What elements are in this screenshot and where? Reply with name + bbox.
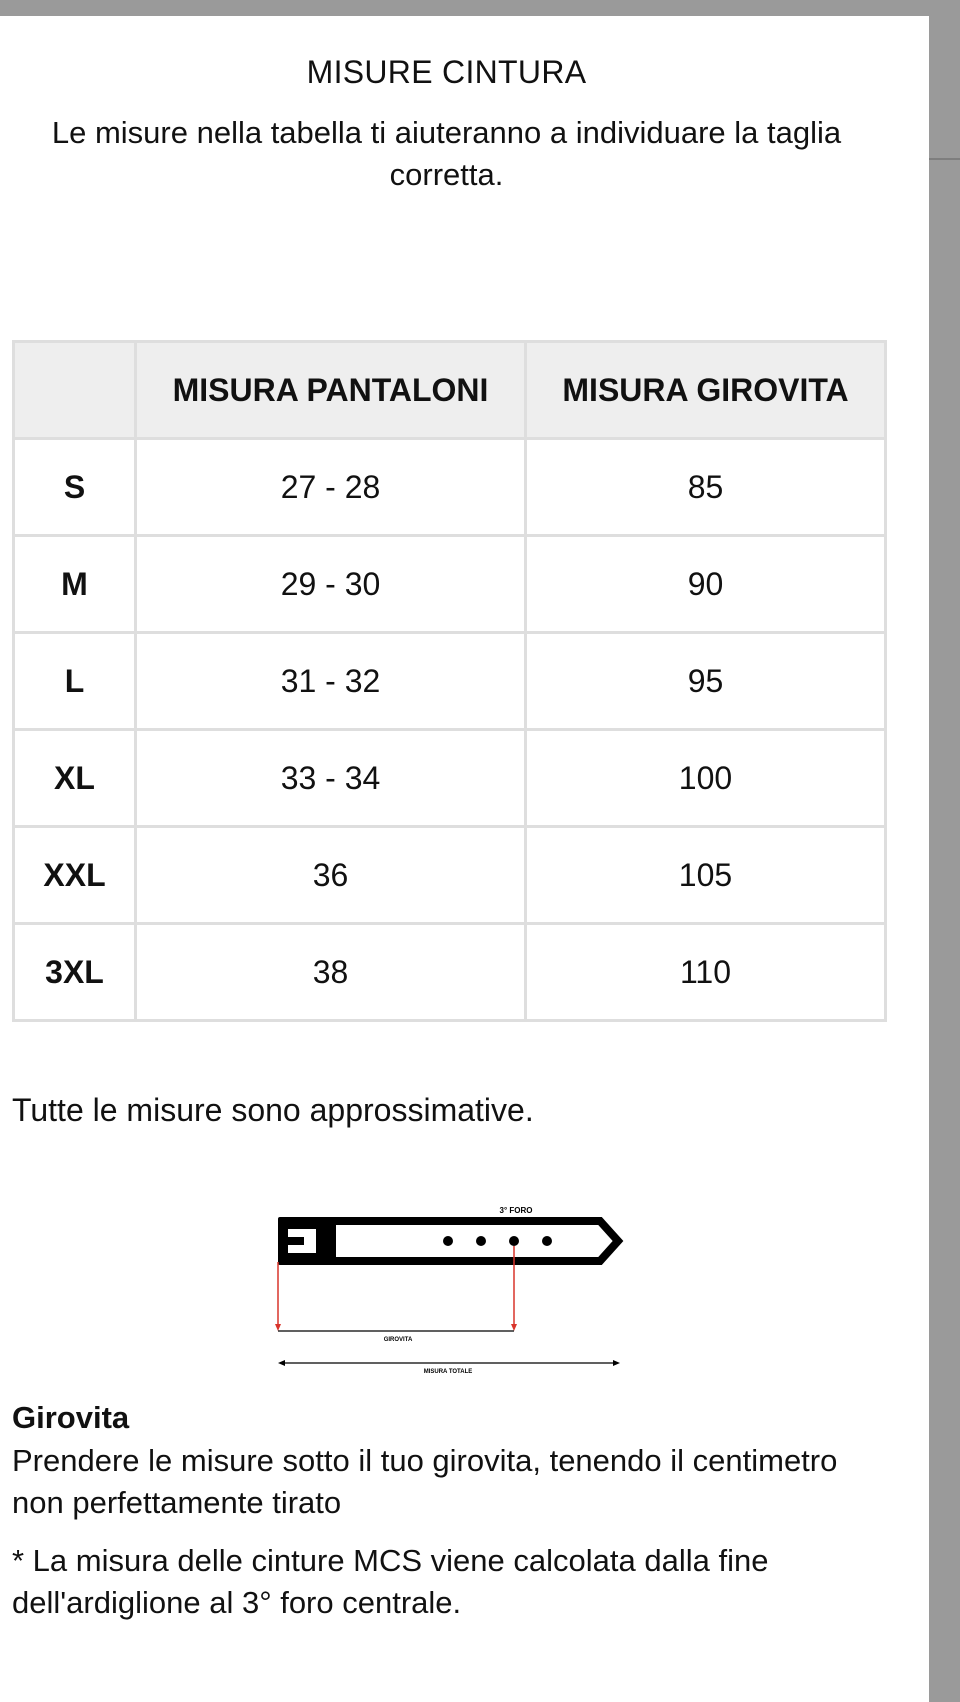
belt-hole	[542, 1236, 552, 1246]
girovita-value: 90	[526, 536, 886, 633]
size-label: XXL	[14, 827, 136, 924]
table-row	[14, 439, 886, 536]
buckle-prong	[288, 1237, 304, 1245]
belt-diagram	[270, 1200, 630, 1380]
table-row	[14, 633, 886, 730]
total-label: MISURA TOTALE	[423, 1369, 473, 1375]
third-hole-label: 3° FORO	[499, 1206, 533, 1215]
girovita-instructions: Prendere le misure sotto il tuo girovita, tenendo il centimetro non perfettamente tirato	[12, 1443, 838, 1520]
girovita-value: 95	[526, 633, 886, 730]
third-hole-marker-arrow	[511, 1324, 517, 1331]
table-row	[14, 730, 886, 827]
size-label: XL	[14, 730, 136, 827]
size-label: S	[14, 439, 136, 536]
total-arrow-right	[613, 1360, 620, 1366]
size-label: M	[14, 536, 136, 633]
intro-text: Le misure nella tabella ti aiuteranno a individuare la taglia corretta.	[51, 115, 842, 192]
approximate-note: Tutte le misure sono approssimative.	[12, 1092, 534, 1128]
measurement-footnote: * La misura delle cinture MCS viene calcolata dalla fine dell'ardiglione al 3° foro centrale.	[12, 1543, 769, 1620]
header-empty-cell	[14, 342, 136, 439]
start-marker-arrow	[275, 1324, 281, 1331]
belt-hole-third	[509, 1236, 519, 1246]
belt-hole	[443, 1236, 453, 1246]
table-row	[14, 536, 886, 633]
girovita-value: 110	[526, 924, 886, 1021]
girovita-value: 105	[526, 827, 886, 924]
side-divider	[929, 158, 960, 160]
pantaloni-value: 29 - 30	[136, 536, 526, 633]
total-arrow-left	[278, 1360, 285, 1366]
girovita-label: GIROVITA	[383, 1337, 413, 1343]
pantaloni-value: 33 - 34	[136, 730, 526, 827]
pantaloni-value: 36	[136, 827, 526, 924]
header-misura-girovita: MISURA GIROVITA	[526, 342, 886, 439]
header-misura-pantaloni: MISURA PANTALONI	[136, 342, 526, 439]
girovita-value: 85	[526, 439, 886, 536]
girovita-value: 100	[526, 730, 886, 827]
girovita-heading: Girovita	[12, 1400, 130, 1435]
table-row	[14, 924, 886, 1021]
table-header-row	[14, 342, 886, 439]
size-label: L	[14, 633, 136, 730]
page-title: MISURE CINTURA	[306, 54, 587, 90]
pantaloni-value: 38	[136, 924, 526, 1021]
pantaloni-value: 31 - 32	[136, 633, 526, 730]
belt-hole	[476, 1236, 486, 1246]
size-label: 3XL	[14, 924, 136, 1021]
pantaloni-value: 27 - 28	[136, 439, 526, 536]
size-table	[12, 340, 887, 1022]
top-bar	[0, 0, 960, 16]
scroll-side-strip	[929, 16, 960, 1702]
belt-strap	[332, 1221, 618, 1261]
table-row	[14, 827, 886, 924]
